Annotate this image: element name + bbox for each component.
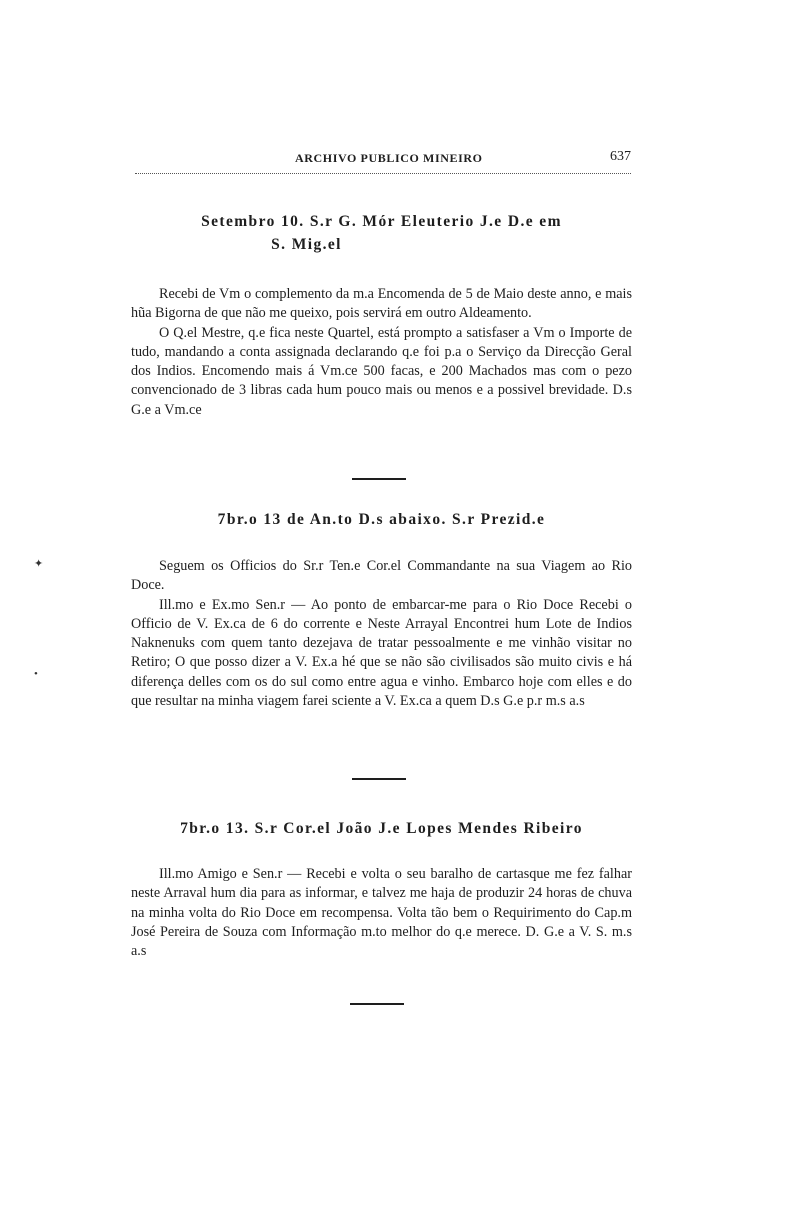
paragraph: Ill.mo Amigo e Sen.r — Recebi e volta o seu baralho de cartasque me fez falhar neste Arraval hum dia para as informar, e talvez me haja de produzir 24 horas de chuva na minha volta do Rio Doce em recompensa. Volta tão bem o Requirimento do Cap.m José Pereira de Souza com Informação m.to melhor do q.e merece. D. G.e a V. S. m.s a.s	[131, 866, 632, 960]
page-number: 637	[610, 149, 631, 164]
page-header	[135, 151, 631, 171]
section-divider	[352, 778, 406, 780]
entry-title-line: 7br.o 13 de An.to D.s abaixo. S.r Prezid.e	[217, 511, 546, 528]
paragraph: Seguem os Officios do Sr.r Ten.e Cor.el Commandante na sua Viagem ao Rio Doce.	[131, 558, 632, 594]
entry-title	[131, 210, 632, 256]
header-rule	[135, 173, 631, 175]
entry-title	[131, 508, 632, 531]
entry-body	[131, 285, 632, 420]
section-divider	[350, 1003, 404, 1005]
margin-mark: ✦	[34, 558, 44, 570]
margin-mark: •	[34, 668, 38, 680]
entry-title-line: Setembro 10. S.r G. Mór Eleuterio J.e D.e em	[201, 213, 562, 230]
paragraph: Recebi de Vm o complemento da m.a Encomenda de 5 de Maio deste anno, e mais hũa Bigorna de que não me queixo, pois servirá em outro Aldeamento.	[131, 286, 632, 322]
entry-title-line: 7br.o 13. S.r Cor.el João J.e Lopes Mendes Ribeiro	[180, 820, 583, 837]
paragraph: Ill.mo e Ex.mo Sen.r — Ao ponto de embarcar-me para o Rio Doce Recebi o Officio de V. Ex.ca de 6 do corrente e Neste Arrayal Encontrei hum Lote de Indios Naknenuks com quem tanto dezejava de tratar pessoalmente e me vinhão visitar no Retiro; O que posso dizer a V. Ex.a hé que se não são civilisados são muito civis e há diferença delles com os do sul como entre agua e vinho. Embarco hoje com elles e do que resultar na minha viagem farei sciente a V. Ex.ca a quem D.s G.e p.r m.s a.s	[131, 596, 632, 710]
paragraph: O Q.el Mestre, q.e fica neste Quartel, está prompto a satisfaser a Vm o Importe de tudo, mandando a conta assignada declarando q.e foi p.a o Serviço da Direcção Geral dos Indios. Encomendo mais á Vm.ce 500 facas, e 200 Machados mas com o pezo convencionado de 3 libras cada hum pouco mais ou menos e a possivel brevidade. D.s G.e a Vm.ce	[131, 324, 632, 418]
section-divider	[352, 478, 406, 480]
entry-title	[131, 817, 632, 840]
entry-body	[131, 865, 632, 961]
entry-body	[131, 557, 632, 711]
entry-title-line: S. Mig.el	[271, 236, 342, 253]
running-title: ARCHIVO PUBLICO MINEIRO	[295, 151, 483, 165]
